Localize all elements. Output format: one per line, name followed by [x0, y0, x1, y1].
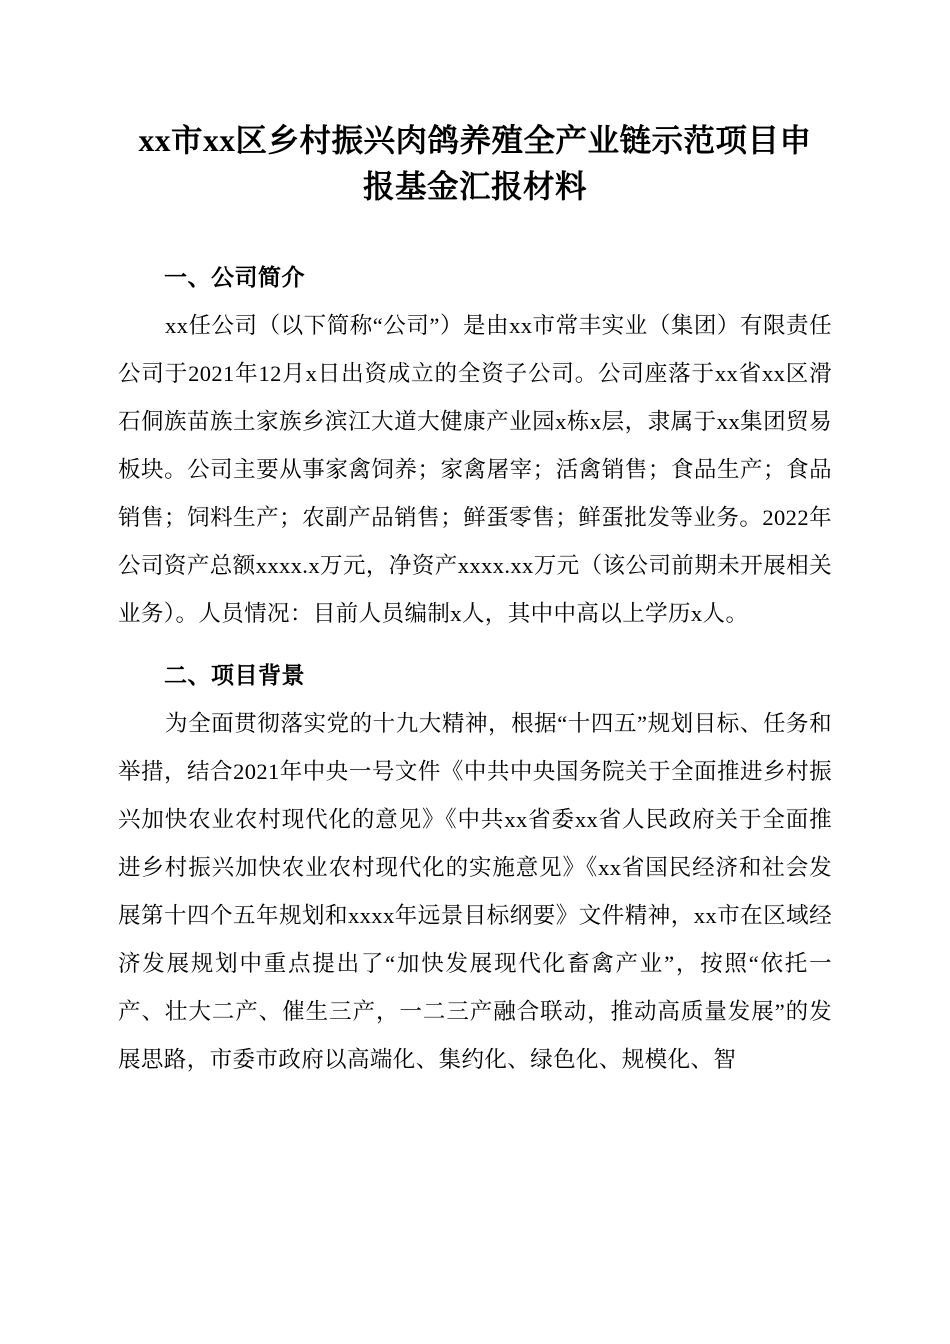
- page-title: xx市xx区乡村振兴肉鸽养殖全产业链示范项目申报基金汇报材料: [138, 123, 812, 204]
- section-heading-company-profile: 一、公司简介: [164, 265, 305, 290]
- section-paragraph-project-background: 为全面贯彻落实党的十九大精神，根据“十四五”规划目标、任务和举措，结合2021年中央一号文件《中共中央国务院关于全面推进乡村振兴加快农业农村现代化的意见》《中共xx省委xx省人民政府关于全面推进乡村振兴加快农业农村现代化的实施意见》《xx省国民经济和社会发展第十四个五年规划和xxxx年远景目标纲要》文件精神，xx市在区域经济发展规划中重点提出了“加快发展现代化畜禽产业”，按照“依托一产、壮大二产、催生三产，一二三产融合联动，推动高质量发展”的发展思路，市委市政府以高端化、集约化、绿色化、规模化、智: [118, 711, 832, 1072]
- section-paragraph-company-profile: xx任公司（以下简称“公司”）是由xx市常丰实业（集团）有限责任公司于2021年12月x日出资成立的全资子公司。公司座落于xx省xx区滑石侗族苗族土家族乡滨江大道大健康产业园x栋x层，隶属于xx集团贸易板块。公司主要从事家禽饲养；家禽屠宰；活禽销售；食品生产；食品销售；饲料生产；农副产品销售；鲜蛋零售；鲜蛋批发等业务。2022年公司资产总额xxxx.x万元，净资产xxxx.xx万元（该公司前期未开展相关业务）。人员情况：目前人员编制x人，其中中高以上学历x人。: [118, 313, 832, 626]
- section-heading-project-background: 二、项目背景: [164, 663, 305, 688]
- document-body: [118, 118, 832, 1084]
- title-spacer: [118, 218, 832, 240]
